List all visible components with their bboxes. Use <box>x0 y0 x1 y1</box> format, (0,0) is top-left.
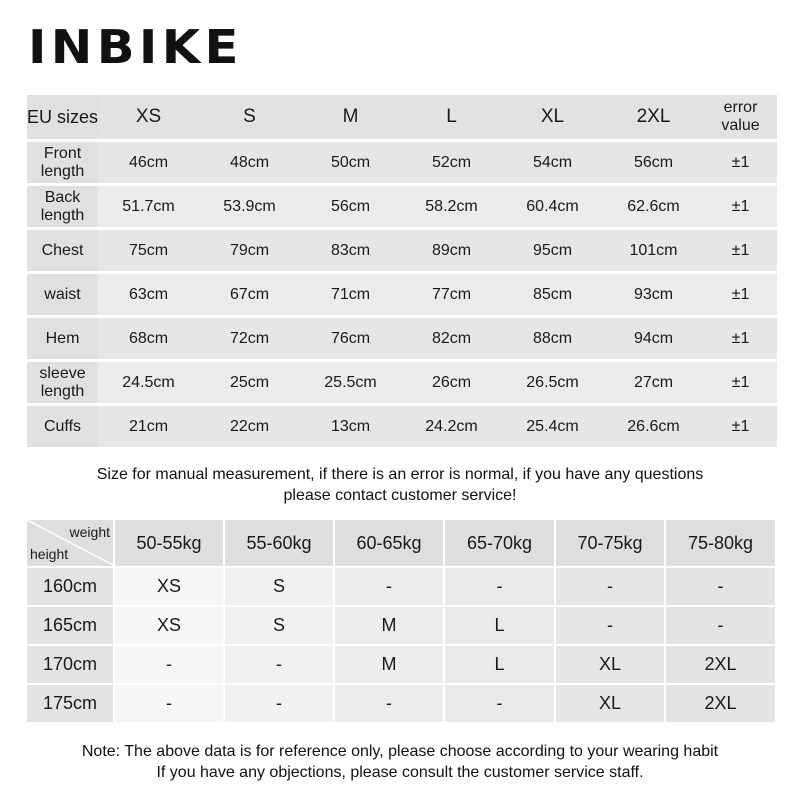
table-row <box>27 568 777 607</box>
size-cell: - <box>335 685 445 724</box>
table-cell: 60.4cm <box>502 186 603 230</box>
corner-cell <box>27 520 115 568</box>
table-row <box>27 685 777 724</box>
table-cell: 51.7cm <box>98 186 199 230</box>
height-label: 170cm <box>27 646 115 685</box>
table-cell: 75cm <box>98 230 199 274</box>
table-cell: 72cm <box>199 318 300 362</box>
size-header-xs: XS <box>98 95 199 142</box>
row-label: waist <box>27 274 98 318</box>
table-cell: 25cm <box>199 362 300 406</box>
size-cell: - <box>666 607 777 646</box>
table-cell: 67cm <box>199 274 300 318</box>
size-cell: - <box>445 568 556 607</box>
table-cell: 52cm <box>401 142 502 186</box>
table-cell: 26.6cm <box>603 406 704 450</box>
weight-header-row <box>27 520 777 568</box>
error-cell: ±1 <box>704 142 777 186</box>
size-cell: M <box>335 646 445 685</box>
height-corner-label: height <box>30 546 69 562</box>
size-header-m: M <box>300 95 401 142</box>
table-cell: 95cm <box>502 230 603 274</box>
size-cell: - <box>115 646 225 685</box>
table-cell: 77cm <box>401 274 502 318</box>
table-cell: 56cm <box>300 186 401 230</box>
weight-header: 55-60kg <box>225 520 335 568</box>
row-label: Back length <box>27 186 98 230</box>
table-cell: 54cm <box>502 142 603 186</box>
height-label: 175cm <box>27 685 115 724</box>
size-cell: 2XL <box>666 685 777 724</box>
table-cell: 88cm <box>502 318 603 362</box>
table-row <box>27 318 777 362</box>
size-cell: L <box>445 607 556 646</box>
error-cell: ±1 <box>704 230 777 274</box>
size-cell: S <box>225 568 335 607</box>
table-cell: 93cm <box>603 274 704 318</box>
table-cell: 85cm <box>502 274 603 318</box>
size-cell: M <box>335 607 445 646</box>
size-cell: S <box>225 607 335 646</box>
reference-note-line1: Note: The above data is for reference only, please choose according to your wearing habit <box>81 743 719 760</box>
size-chart-table <box>27 95 777 450</box>
row-label: Chest <box>27 230 98 274</box>
table-cell: 58.2cm <box>401 186 502 230</box>
size-cell: - <box>225 685 335 724</box>
weight-header: 50-55kg <box>115 520 225 568</box>
weight-height-table <box>27 520 777 724</box>
size-cell: - <box>666 568 777 607</box>
table-row <box>27 362 777 406</box>
row-label: Front length <box>27 142 98 186</box>
table-cell: 26cm <box>401 362 502 406</box>
weight-corner-label: weight <box>69 524 110 540</box>
size-cell: - <box>225 646 335 685</box>
table-cell: 62.6cm <box>603 186 704 230</box>
size-cell: - <box>445 685 556 724</box>
table-row <box>27 274 777 318</box>
weight-header: 60-65kg <box>335 520 445 568</box>
table-cell: 68cm <box>98 318 199 362</box>
table-cell: 27cm <box>603 362 704 406</box>
size-header-xl: XL <box>502 95 603 142</box>
size-header-s: S <box>199 95 300 142</box>
table-cell: 24.5cm <box>98 362 199 406</box>
table-cell: 25.5cm <box>300 362 401 406</box>
eu-sizes-label: EU sizes <box>27 95 98 142</box>
size-cell: - <box>335 568 445 607</box>
table-cell: 79cm <box>199 230 300 274</box>
error-cell: ±1 <box>704 274 777 318</box>
measurement-note <box>0 464 800 506</box>
weight-header: 70-75kg <box>556 520 666 568</box>
size-cell: XL <box>556 685 666 724</box>
table-cell: 53.9cm <box>199 186 300 230</box>
size-cell: 2XL <box>666 646 777 685</box>
table-cell: 46cm <box>98 142 199 186</box>
row-label: Cuffs <box>27 406 98 450</box>
size-cell: XL <box>556 646 666 685</box>
reference-note <box>0 741 800 783</box>
measurement-note-line1: Size for manual measurement, if there is an error is normal, if you have any questions <box>96 466 704 483</box>
error-cell: ±1 <box>704 406 777 450</box>
table-row <box>27 646 777 685</box>
table-row <box>27 607 777 646</box>
table-cell: 21cm <box>98 406 199 450</box>
table-row <box>27 142 777 186</box>
weight-header: 75-80kg <box>666 520 777 568</box>
table-cell: 63cm <box>98 274 199 318</box>
size-cell: - <box>115 685 225 724</box>
row-label: sleeve length <box>27 362 98 406</box>
table-cell: 71cm <box>300 274 401 318</box>
table-row <box>27 186 777 230</box>
size-cell: - <box>556 568 666 607</box>
reference-note-line2: If you have any objections, please consult the customer service staff. <box>156 764 644 781</box>
table-cell: 25.4cm <box>502 406 603 450</box>
table-cell: 22cm <box>199 406 300 450</box>
table-cell: 13cm <box>300 406 401 450</box>
table-row <box>27 230 777 274</box>
weight-header: 65-70kg <box>445 520 556 568</box>
measurement-note-line2: please contact customer service! <box>283 487 517 504</box>
size-table-header <box>27 95 777 142</box>
error-value-label: error value <box>704 95 777 142</box>
table-cell: 94cm <box>603 318 704 362</box>
size-cell: L <box>445 646 556 685</box>
height-label: 160cm <box>27 568 115 607</box>
table-cell: 26.5cm <box>502 362 603 406</box>
table-cell: 76cm <box>300 318 401 362</box>
table-cell: 24.2cm <box>401 406 502 450</box>
table-cell: 83cm <box>300 230 401 274</box>
size-header-l: L <box>401 95 502 142</box>
error-cell: ±1 <box>704 362 777 406</box>
table-cell: 101cm <box>603 230 704 274</box>
size-cell: XS <box>115 607 225 646</box>
table-cell: 89cm <box>401 230 502 274</box>
table-cell: 50cm <box>300 142 401 186</box>
table-cell: 56cm <box>603 142 704 186</box>
size-cell: XS <box>115 568 225 607</box>
table-cell: 82cm <box>401 318 502 362</box>
size-header-2xl: 2XL <box>603 95 704 142</box>
error-cell: ±1 <box>704 318 777 362</box>
error-cell: ±1 <box>704 186 777 230</box>
brand-logo: INBIKE <box>28 20 243 74</box>
table-cell: 48cm <box>199 142 300 186</box>
row-label: Hem <box>27 318 98 362</box>
size-cell: - <box>556 607 666 646</box>
height-label: 165cm <box>27 607 115 646</box>
table-row <box>27 406 777 450</box>
